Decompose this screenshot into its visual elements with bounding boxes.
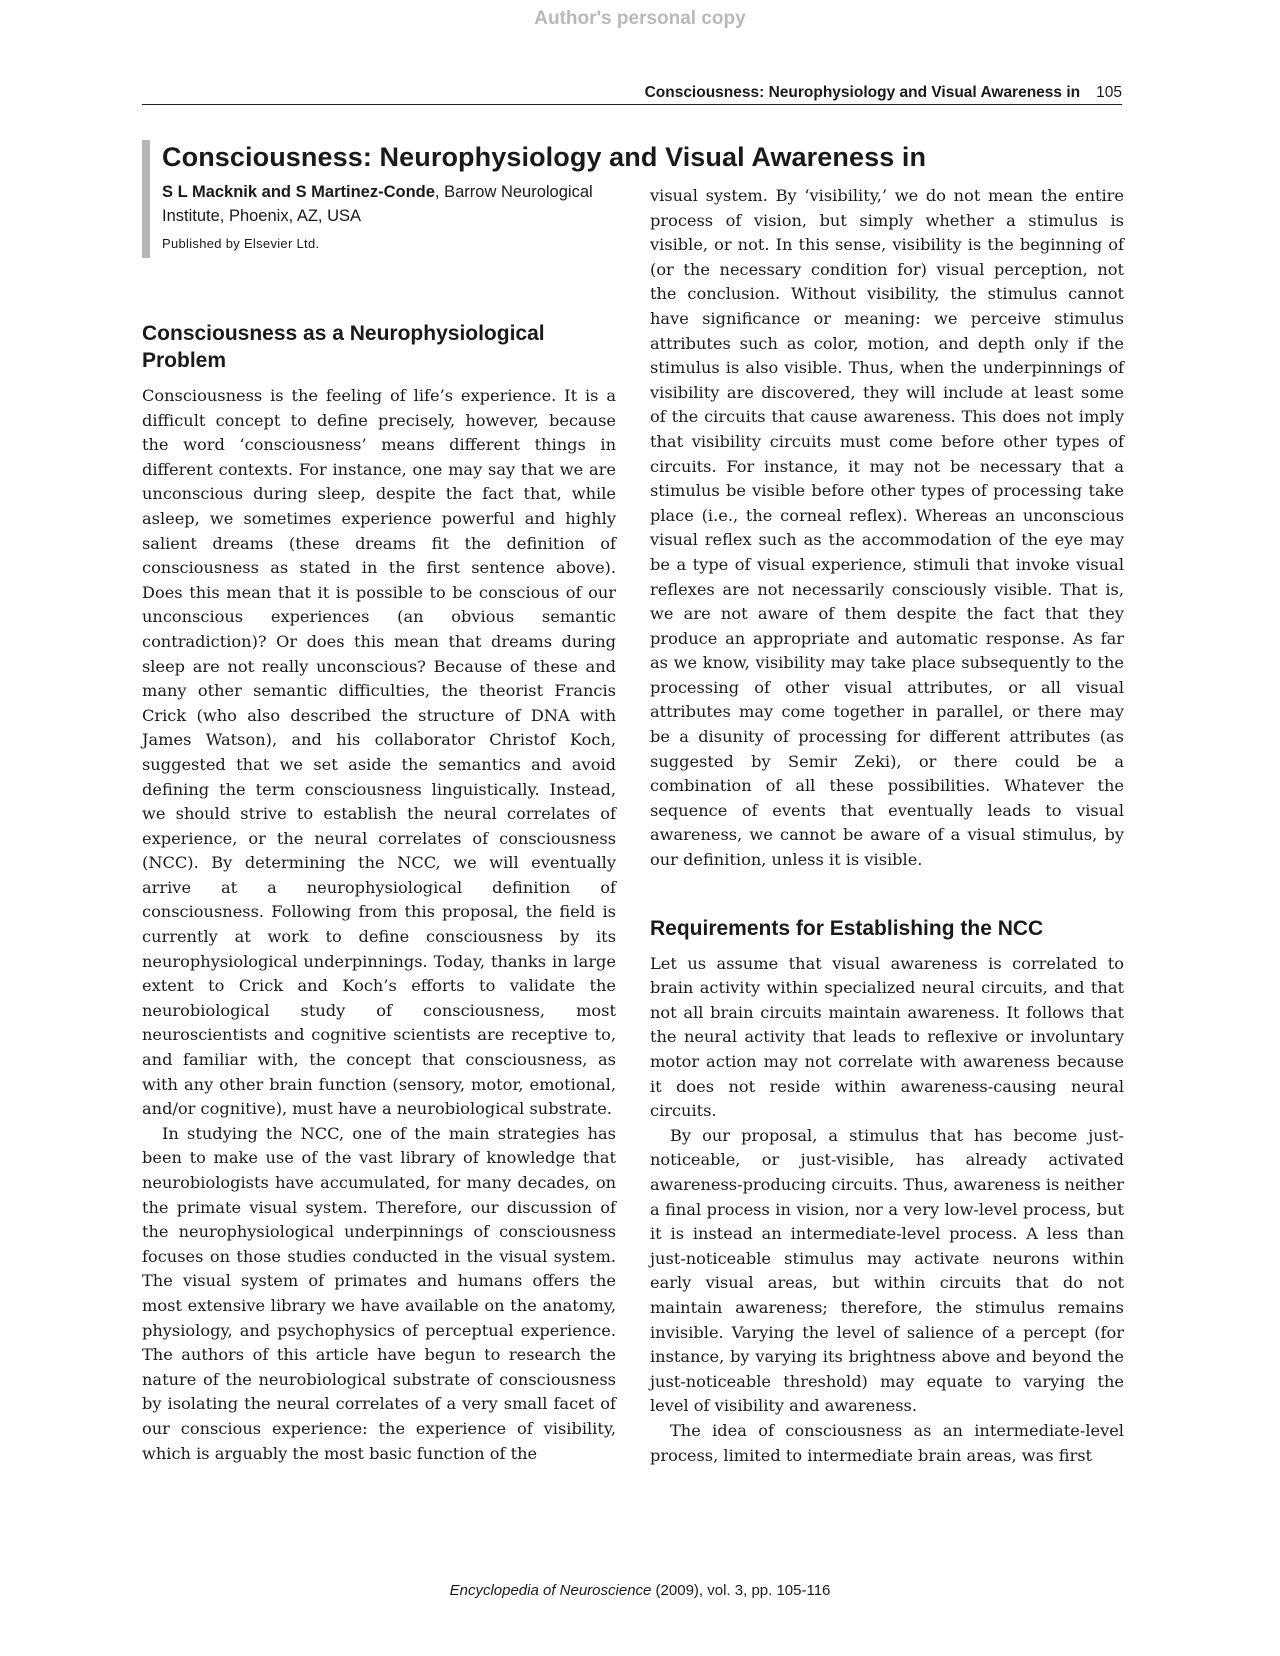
paragraph: By our proposal, a stimulus that has become just-noticeable, or just-visible, has already activated awareness-producing circuits. Thus, awareness is neither a final process in vision, nor a very low-level process, but it is instead an intermediate-level process. A less than just-noticeable stimulus may activate neurons within early visual areas, but within circuits that do not maintain awareness; therefore, the stimulus remains invisible. Varying the level of salience of a percept (for instance, by varying its brightness above and beyond the just-noticeable threshold) may equate to varying the level of visibility and awareness.	[650, 1125, 1124, 1416]
watermark: Author's personal copy	[534, 8, 746, 29]
section-heading: Requirements for Establishing the NCC	[650, 916, 1044, 940]
left-column	[142, 320, 616, 1466]
affiliation: , Barrow Neurological Institute, Phoenix, AZ, USA	[162, 183, 593, 225]
section-heading: Consciousness as a Neurophysiological Problem	[142, 322, 545, 372]
journal-name: Encyclopedia of Neuroscience	[449, 1582, 652, 1599]
publisher-note: Published by Elsevier Ltd.	[162, 236, 320, 251]
citation-footer	[0, 1582, 1280, 1599]
paragraph: Let us assume that visual awareness is correlated to brain activity within specialized neural circuits, and that not all brain circuits maintain awareness. It follows that the neural activity that leads to reflexive or involuntary motor action may not correlate with awareness because it does not reside within awareness-causing neural circuits.	[650, 953, 1124, 1121]
page-number: 105	[1096, 84, 1122, 101]
running-head	[142, 82, 1122, 105]
citation-details: (2009), vol. 3, pp. 105-116	[651, 1582, 831, 1599]
right-column	[650, 184, 1124, 1468]
authors: S L Macknik and S Martinez-Conde	[162, 183, 435, 201]
paragraph: visual system. By ‘visibility,’ we do not mean the entire process of vision, but simply whether a stimulus is visible, or not. In this sense, visibility is the beginning of (or the necessary condition for) visual perception, not the conclusion. Without visibility, the stimulus cannot have significance or meaning: we perceive stimulus attributes such as color, motion, and depth only if the stimulus is also visible. Thus, when the underpinnings of visibility are discovered, they will include at least some of the circuits that cause awareness. This does not imply that visibility circuits must come before other types of circuits. For instance, it may not be necessary that a stimulus be visible before other types of processing take place (i.e., the corneal reflex). Whereas an unconscious visual reflex such as the accommodation of the eye may be a type of visual experience, stimuli that invoke visual reflexes are not necessarily consciously visible. That is, we are not aware of them despite the fact that they produce an appropriate and automatic response. As far as we know, visibility may take place subsequently to the processing of other visual attributes, or all visual attributes may come together in parallel, or there may be a disunity of processing for different attributes (as suggested by Semir Zeki), or there could be a combination of all these possibilities. Whatever the sequence of events that eventually leads to visual awareness, we cannot be aware of a visual stimulus, by our definition, unless it is visible.	[650, 186, 1124, 870]
article-title: Consciousness: Neurophysiology and Visual Awareness in	[162, 142, 927, 172]
paragraph: Consciousness is the feeling of life’s experience. It is a difficult concept to define precisely, however, because the word ‘consciousness’ means different things in different contexts. For instance, one may say that we are unconscious during sleep, despite the fact that, while asleep, we sometimes experience powerful and highly salient dreams (these dreams fit the definition of consciousness as stated in the first sentence above). Does this mean that it is possible to be conscious of our unconscious experiences (an obvious semantic contradiction)? Or does this mean that dreams during sleep are not really unconscious? Because of these and many other semantic difficulties, the theorist Francis Crick (who also described the structure of DNA with James Watson), and his collaborator Christof Koch, suggested that we set aside the semantics and avoid defining the term consciousness linguistically. Instead, we should strive to establish the neural correlates of experience, or the neural correlates of consciousness (NCC). By determining the NCC, we will eventually arrive at a neurophysiological definition of consciousness. Following from this proposal, the field is currently at work to define consciousness by its neurophysiological underpinnings. Today, thanks in large extent to Crick and Koch’s efforts to validate the neurobiological study of consciousness, most neuroscientists and cognitive scientists are receptive to, and familiar with, the concept that consciousness, as with any other brain function (sensory, motor, emotional, and/or cognitive), must have a neurobiological substrate.	[142, 386, 616, 1119]
running-head-title: Consciousness: Neurophysiology and Visual Awareness in	[644, 84, 1081, 101]
paragraph: In studying the NCC, one of the main strategies has been to make use of the vast library of knowledge that neurobiologists have accumulated, for many decades, on the primate visual system. Therefore, our discussion of the neurophysiological underpinnings of consciousness focuses on those studies conducted in the visual system. The visual system of primates and humans offers the most extensive library we have available on the anatomy, physiology, and psychophysics of perceptual experience. The authors of this article have begun to research the nature of the neurobiological substrate of consciousness by isolating the neural correlates of a very small facet of our conscious experience: the experience of visibility, which is arguably the most basic function of the	[142, 1123, 616, 1463]
paragraph: The idea of consciousness as an intermediate-level process, limited to intermediate brain areas, was first	[650, 1420, 1124, 1465]
author-line	[162, 180, 602, 228]
